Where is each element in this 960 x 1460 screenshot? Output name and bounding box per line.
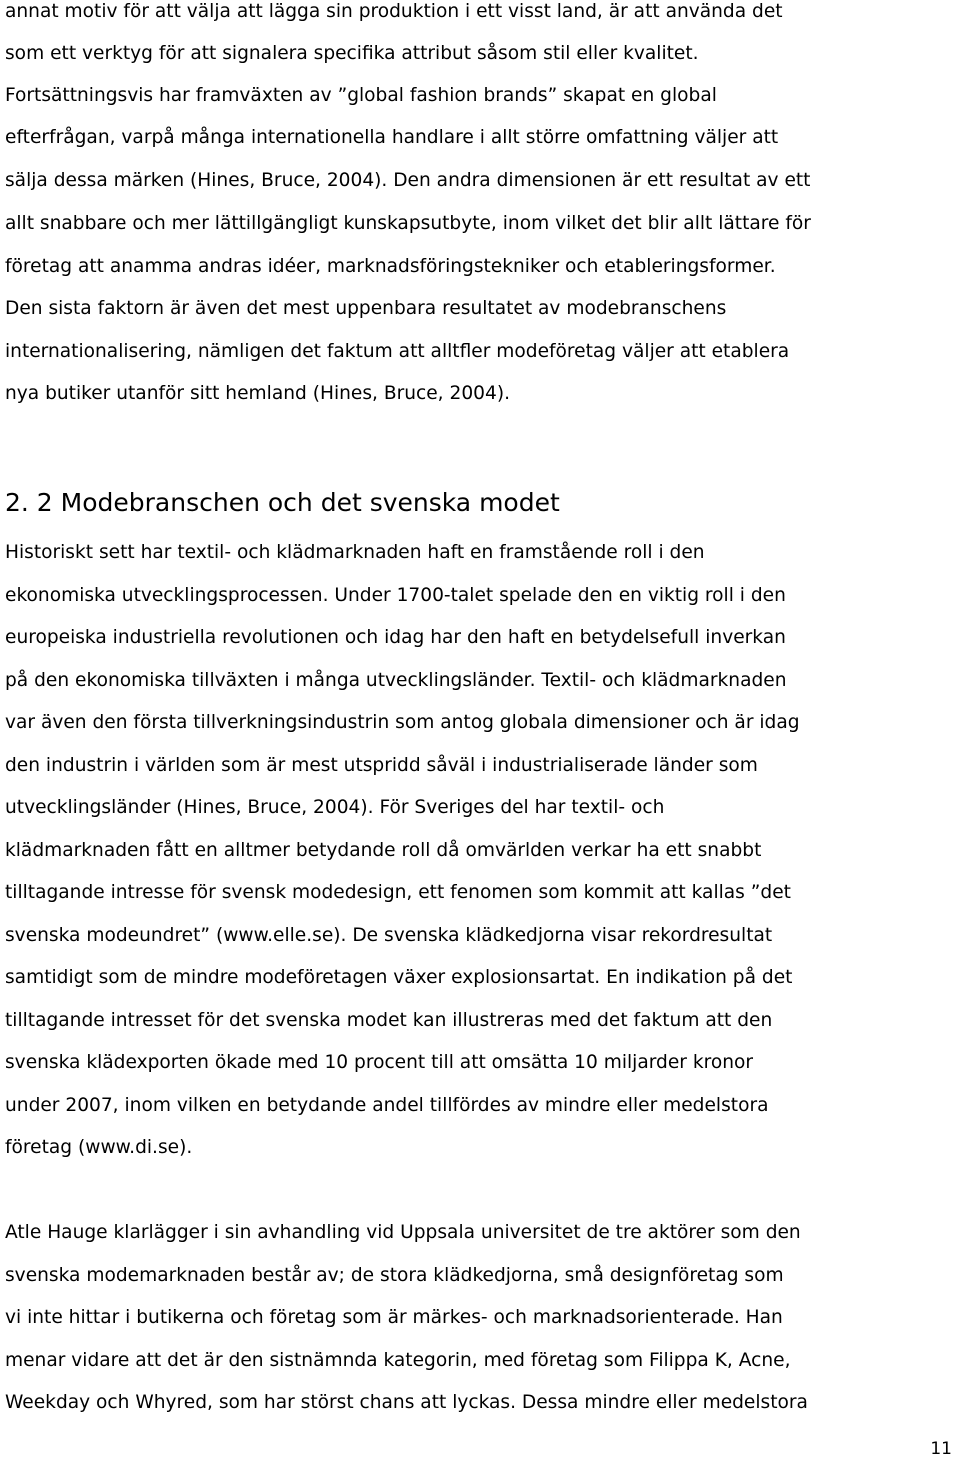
paragraph-line: europeiska industriella revolutionen och idag har den haft en betydelsefull inverkan (5, 627, 786, 648)
paragraph-line: nya butiker utanför sitt hemland (Hines, Bruce, 2004). (5, 383, 510, 404)
paragraph-line: Atle Hauge klarlägger i sin avhandling vid Uppsala universitet de tre aktörer som den (5, 1222, 801, 1243)
paragraph-line: som ett verktyg för att signalera specifika attribut såsom stil eller kvalitet. (5, 43, 699, 64)
paragraph-line: allt snabbare och mer lättillgängligt kunskapsutbyte, inom vilket det blir allt lättare för (5, 213, 811, 234)
paragraph-line: klädmarknaden fått en alltmer betydande roll då omvärlden verkar ha ett snabbt (5, 840, 762, 861)
paragraph-line: tilltagande intresse för svensk modedesign, ett fenomen som kommit att kallas ”det (5, 882, 791, 903)
paragraph-line: samtidigt som de mindre modeföretagen växer explosionsartat. En indikation på det (5, 967, 793, 988)
paragraph-line: var även den första tillverkningsindustrin som antog globala dimensioner och är idag (5, 712, 800, 733)
paragraph-line: Fortsättningsvis har framväxten av ”global fashion brands” skapat en global (5, 85, 717, 106)
page-number: 11 (930, 1439, 952, 1459)
paragraph-line: annat motiv för att välja att lägga sin produktion i ett visst land, är att använda det (5, 1, 783, 22)
paragraph-line: företag att anamma andras idéer, marknadsföringstekniker och etableringsformer. (5, 256, 776, 277)
paragraph-line: tilltagande intresset för det svenska modet kan illustreras med det faktum att den (5, 1010, 773, 1031)
paragraph-line: den industrin i världen som är mest utspridd såväl i industrialiserade länder som (5, 755, 758, 776)
paragraph-line: utvecklingsländer (Hines, Bruce, 2004). För Sveriges del har textil- och (5, 797, 665, 818)
paragraph-line: under 2007, inom vilken en betydande andel tillfördes av mindre eller medelstora (5, 1095, 769, 1116)
paragraph-line: efterfrågan, varpå många internationella handlare i allt större omfattning väljer att (5, 127, 779, 148)
section-heading: 2. 2 Modebranschen och det svenska modet (5, 488, 560, 517)
paragraph-line: svenska modemarknaden består av; de stora klädkedjorna, små designföretag som (5, 1265, 784, 1286)
paragraph-line: Den sista faktorn är även det mest uppenbara resultatet av modebranschens (5, 298, 727, 319)
paragraph-line: på den ekonomiska tillväxten i många utvecklingsländer. Textil- och klädmarknaden (5, 670, 787, 691)
paragraph-line: Historiskt sett har textil- och klädmarknaden haft en framstående roll i den (5, 542, 705, 563)
paragraph-line: vi inte hittar i butikerna och företag som är märkes- och marknadsorienterade. Han (5, 1307, 783, 1328)
paragraph-line: menar vidare att det är den sistnämnda kategorin, med företag som Filippa K, Acne, (5, 1350, 791, 1371)
paragraph-line: svenska klädexporten ökade med 10 procent till att omsätta 10 miljarder kronor (5, 1052, 754, 1073)
paragraph-line: sälja dessa märken (Hines, Bruce, 2004). Den andra dimensionen är ett resultat av ett (5, 170, 811, 191)
paragraph-line: Weekday och Whyred, som har störst chans att lyckas. Dessa mindre eller medelstora (5, 1392, 808, 1413)
paragraph-line: ekonomiska utvecklingsprocessen. Under 1700-talet spelade den en viktig roll i den (5, 585, 786, 606)
paragraph-line: internationalisering, nämligen det faktum att alltfler modeföretag väljer att etablera (5, 341, 790, 362)
paragraph-line: företag (www.di.se). (5, 1137, 193, 1158)
paragraph-line: svenska modeundret” (www.elle.se). De svenska klädkedjorna visar rekordresultat (5, 925, 773, 946)
